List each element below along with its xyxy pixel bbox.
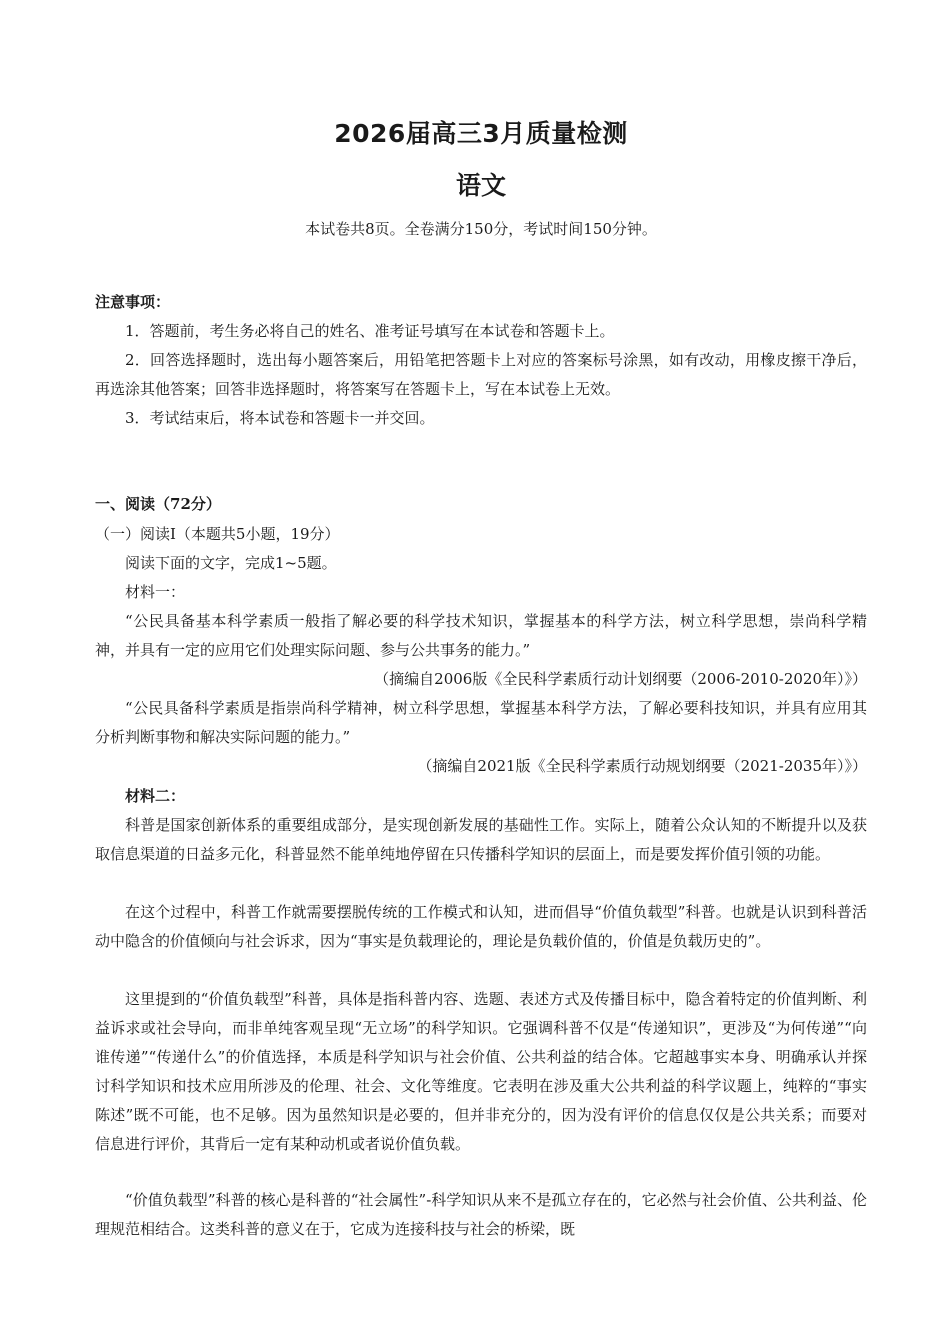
material-1-quote-2: “公民具备科学素质是指崇尚科学精神，树立科学思想，掌握基本科学方法，了解必要科技知识，并具有应用其分析判断事物和解决实际问题的能力。” — [95, 699, 867, 746]
material-2-label: 材料二： — [125, 787, 186, 805]
exam-title: 2026届高三3月质量检测 — [334, 119, 628, 148]
material-2-paragraph-3: 这里提到的“价值负载型”科普，具体是指科普内容、选题、表述方式及传播目标中，隐含着特定的价值判断、利益诉求或社会导向，而非单纯客观呈现“无立场”的科学知识。它强调科普不仅是“传递知识”，更涉及“为何传递”“向谁传递”“传递什么”的价值选择，本质是科学知识与社会价值、公共利益的结合体。它超越事实本身、明确承认并探讨科学知识和技术应用所涉及的伦理、社会、文化等维度。它表明在涉及重大公共利益的科学议题上，纯粹的“事实陈述”既不可能，也不足够。因为虽然知识是必要的，但并非充分的，因为没有评价的信息仅仅是公共关系；而要对信息进行评价，其背后一定有某种动机或者说价值负载。 — [95, 990, 867, 1153]
exam-info: 本试卷共8页。全卷满分150分，考试时间150分钟。 — [305, 220, 657, 238]
section-heading: 一、阅读（72分） — [95, 495, 221, 513]
notice-heading: 注意事项： — [95, 293, 171, 311]
material-1-source-1: （摘编自2006版《全民科学素质行动计划纲要（2006-2010-2020年）》） — [374, 670, 867, 688]
material-1-source-2: （摘编自2021版《全民科学素质行动规划纲要（2021-2035年）》） — [417, 757, 867, 775]
reading-instruction: 阅读下面的文字，完成1~5题。 — [125, 554, 337, 572]
material-1-quote-1: “公民具备基本科学素质一般指了解必要的科学技术知识，掌握基本的科学方法，树立科学思想，崇尚科学精神，并具有一定的应用它们处理实际问题、参与公共事务的能力。” — [95, 612, 867, 659]
notice-item-1: 1．答题前，考生务必将自己的姓名、准考证号填写在本试卷和答题卡上。 — [125, 322, 615, 340]
notice-item-3: 3．考试结束后，将本试卷和答题卡一并交回。 — [125, 409, 435, 427]
material-2-paragraph-4: “价值负载型”科普的核心是科普的“社会属性”-科学知识从来不是孤立存在的，它必然与社会价值、公共利益、伦理规范相结合。这类科普的意义在于，它成为连接科技与社会的桥梁，既 — [95, 1191, 867, 1238]
notice-item-2: 2．回答选择题时，选出每小题答案后，用铅笔把答题卡上对应的答案标号涂黑，如有改动，用橡皮擦干净后，再选涂其他答案；回答非选择题时，将答案写在答题卡上，写在本试卷上无效。 — [95, 351, 867, 398]
sub-section-heading: （一）阅读Ⅰ（本题共5小题，19分） — [95, 525, 340, 543]
material-1-label: 材料一： — [125, 583, 186, 601]
subject-title: 语文 — [455, 171, 506, 200]
material-2-paragraph-1: 科普是国家创新体系的重要组成部分，是实现创新发展的基础性工作。实际上，随着公众认知的不断提升以及获取信息渠道的日益多元化，科普显然不能单纯地停留在只传播科学知识的层面上，而是要发挥价值引领的功能。 — [95, 816, 867, 863]
material-2-paragraph-2: 在这个过程中，科普工作就需要摆脱传统的工作模式和认知，进而倡导“价值负载型”科普。也就是认识到科普活动中隐含的价值倾向与社会诉求，因为“事实是负载理论的，理论是负载价值的，价值是负载历史的”。 — [95, 903, 867, 950]
